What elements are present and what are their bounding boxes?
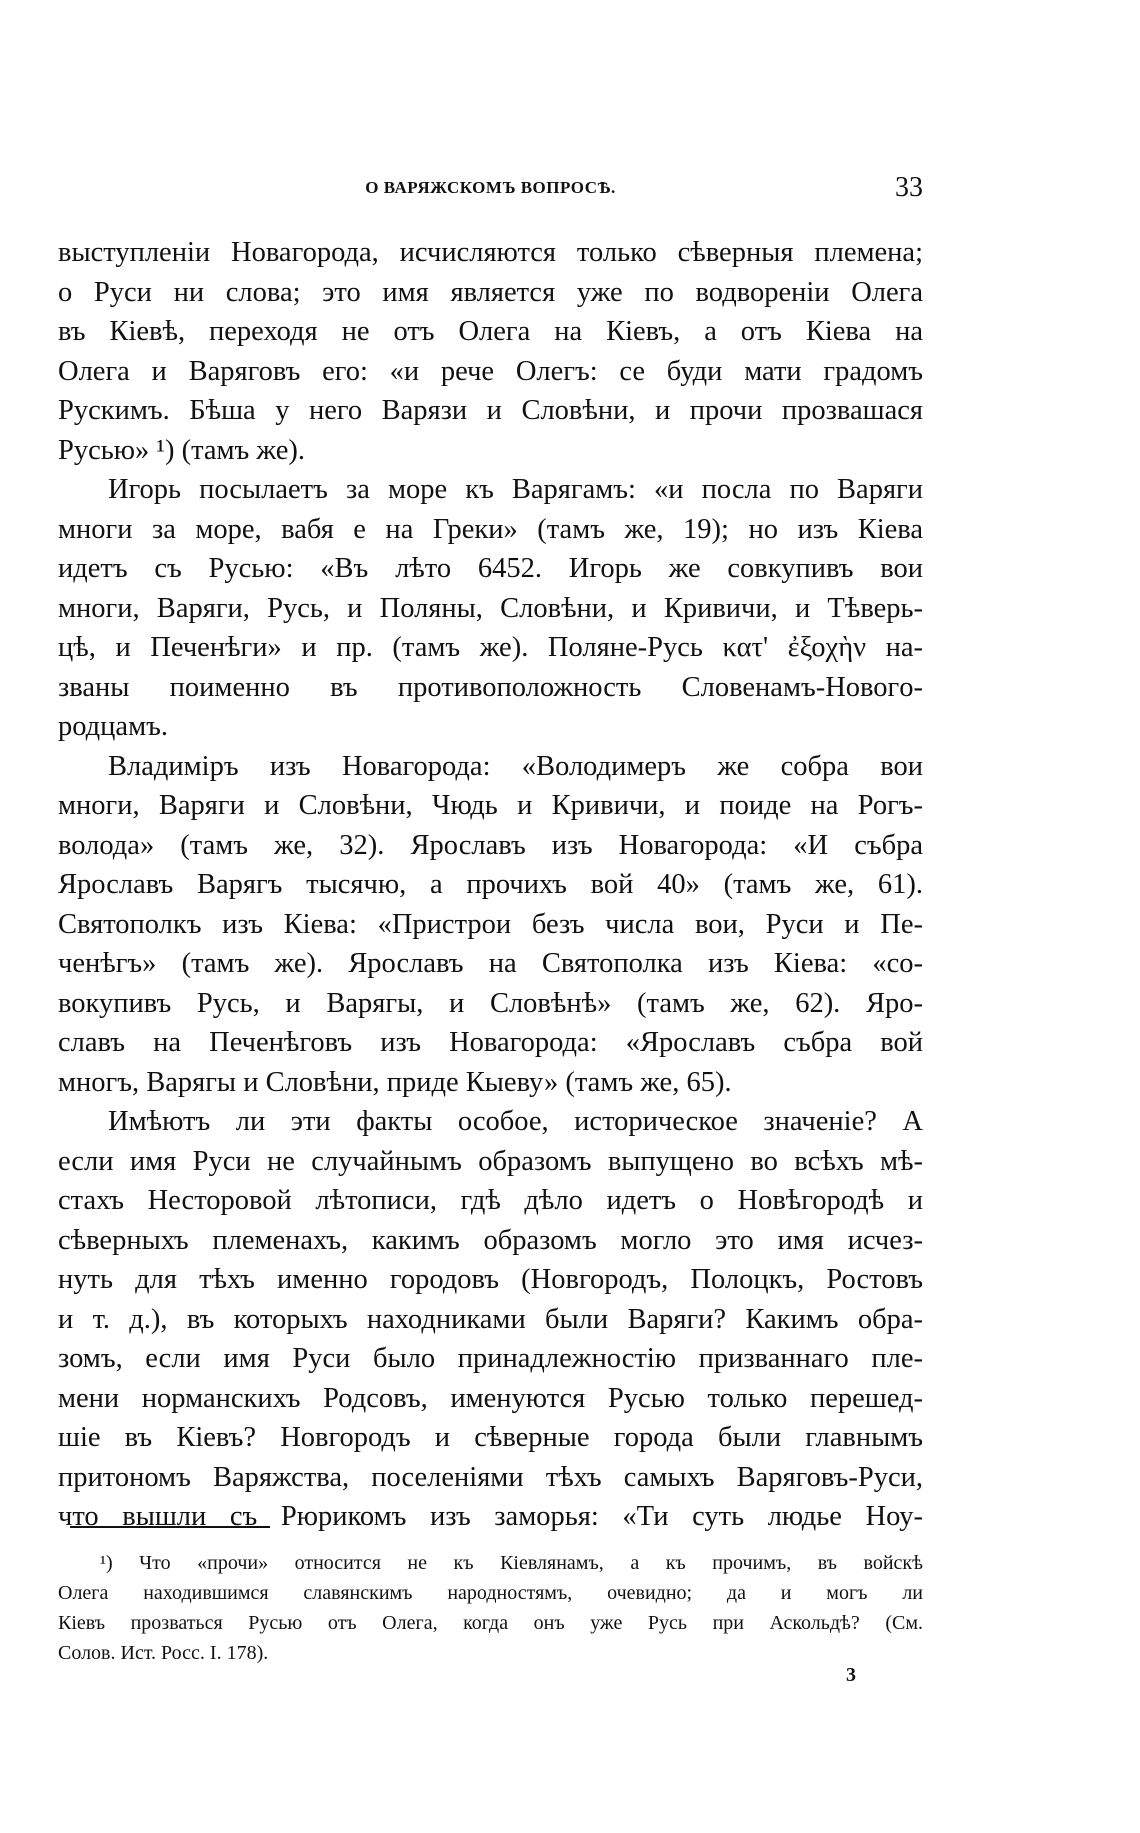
text-line: идетъ съ Русью: «Въ лѣто 6452. Игорь же совкупивъ вои [58, 553, 923, 584]
text-line: въ Кіевѣ, переходя не отъ Олега на Кіевъ, а отъ Кіева на [58, 316, 923, 347]
page-number: 33 [895, 172, 923, 203]
text-line: нуть для тѣхъ именно городовъ (Новгородъ, Полоцкъ, Ростовъ [58, 1264, 923, 1295]
text-line: зомъ, если имя Руси было принадлежностію призваннаго пле- [58, 1343, 923, 1374]
text-line: мнoгъ, Варягы и Словѣни, приде Кыеву» (тамъ же, 65). [58, 1066, 732, 1098]
text-line: многи, Варяги и Словѣни, Чюдь и Кривичи, и поиде на Рогъ- [58, 790, 923, 821]
text-line: шіе въ Кіевъ? Новгородъ и сѣверные города были главнымъ [58, 1422, 923, 1453]
footnote-line: Солов. Ист. Росс. I. 178). [58, 1642, 269, 1664]
footnote-line: Кіевъ прозваться Русью отъ Олега, когда онъ уже Русь при Аскольдѣ? (См. [58, 1612, 923, 1634]
text-line: Рускимъ. Бѣша у него Варязи и Словѣни, и прочи прозвашася [58, 395, 923, 426]
signature-mark: 3 [846, 1664, 856, 1686]
text-line: Владиміръ изъ Новагорода: «Володимеръ же собра вои [108, 750, 923, 782]
text-line: мени норманскихъ Родсовъ, именуются Русью только перешед- [58, 1382, 923, 1414]
text-line: если имя Руси не случайнымъ образомъ выпущено во всѣхъ мѣ- [58, 1145, 923, 1177]
text-line: ченѣгъ» (тамъ же). Ярославъ на Святополка изъ Кіева: «со- [58, 948, 923, 979]
text-line: стахъ Несторовой лѣтописи, гдѣ дѣло идетъ о Новѣгородѣ и [58, 1185, 923, 1216]
page-header [58, 172, 923, 202]
text-line: званы поименно въ противоположность Словенамъ-Новогo- [58, 671, 923, 703]
footnote-line: ¹) Что «прочи» относится не къ Кіевлянамъ, а къ прочимъ, въ войскѣ [100, 1552, 923, 1574]
text-line: Святополкъ изъ Кіева: «Пристрои безъ числа вои, Руси и Пе- [58, 908, 923, 940]
footnote-line: Олега находившимся славянскимъ народностямъ, очевидно; да и могъ ли [58, 1582, 923, 1604]
text-line: Русью» ¹) (тамъ же). [58, 434, 305, 466]
text-line: Ярославъ Варягъ тысячю, а прочихъ вой 40» (тамъ же, 61). [58, 869, 923, 900]
text-line: многи, Варяги, Русь, и Поляны, Словѣни, и Кривичи, и Тѣверь- [58, 592, 923, 624]
text-line: родцамъ. [58, 711, 168, 742]
text-line: выступленіи Новагорода, исчисляются только сѣверныя племена; [58, 237, 923, 268]
running-title: О ВАРЯЖСКОМЪ ВОПРОСѢ. [365, 178, 616, 197]
text-line: и т. д.), въ которыхъ находниками были Варяги? Какимъ обра- [58, 1303, 923, 1335]
footnote [58, 1548, 923, 1668]
text-line: что вышли съ Рюрикомъ изъ заморья: «Ти суть людье Ноу- [58, 1501, 923, 1532]
footnote-divider [70, 1526, 270, 1528]
text-line: вокупивъ Русь, и Варягы, и Словѣнѣ» (тамъ же, 62). Яро- [58, 987, 923, 1019]
text-line: сѣверныхъ племенахъ, какимъ образомъ могло это имя исчез- [58, 1224, 923, 1256]
text-line: Олега и Варяговъ его: «и рече Олегъ: се буди мати градомъ [58, 355, 923, 387]
text-line: о Руси ни слова; это имя является уже по водвореніи Олега [58, 276, 923, 308]
text-line: притономъ Варяжства, поселеніями тѣхъ самыхъ Варяговъ-Руси, [58, 1461, 923, 1493]
text-line: цѣ, и Печенѣги» и пр. (тамъ же). Поляне-Русь κατ' ἐξοχὴν на- [58, 632, 923, 663]
text-line: Имѣютъ ли эти факты особое, историческое значеніе? А [108, 1106, 923, 1137]
text-line: многи за море, вабя е на Греки» (тамъ же, 19); но изъ Кіева [58, 513, 923, 545]
text-line: славъ на Печенѣговъ изъ Новагорода: «Ярославъ събра вой [58, 1027, 923, 1058]
body-text [58, 233, 923, 1537]
text-line: Игорь посылаетъ за море къ Варягамъ: «и посла по Варяги [108, 474, 923, 505]
text-line: волода» (тамъ же, 32). Ярославъ изъ Новагорода: «И събра [58, 829, 923, 861]
